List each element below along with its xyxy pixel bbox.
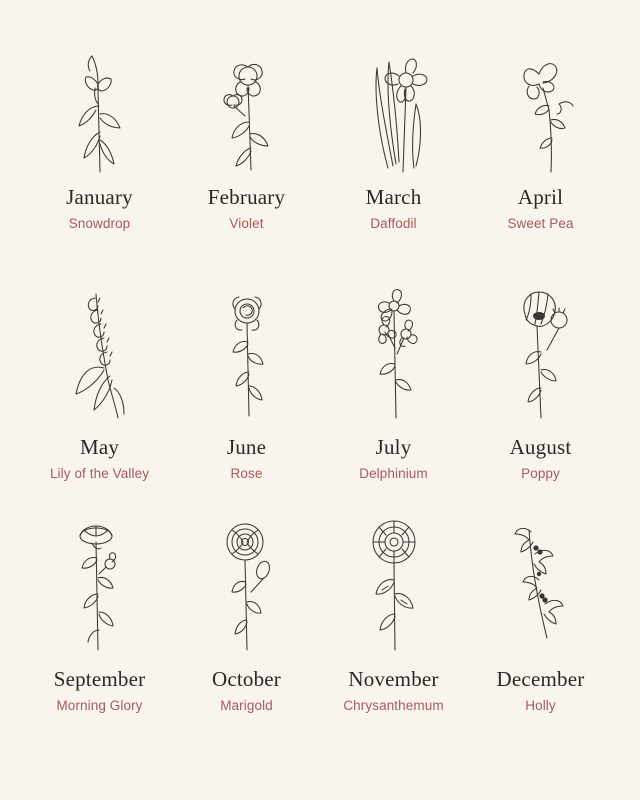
flower-label: Holly (525, 697, 556, 713)
flower-label: Sweet Pea (507, 215, 574, 231)
month-label: December (496, 667, 585, 691)
month-cell-april (467, 44, 614, 276)
holly-sprig-icon (495, 508, 587, 658)
delphinium-flower-icon (348, 276, 440, 426)
marigold-flower-icon (201, 508, 293, 658)
month-label: February (207, 185, 286, 209)
month-cell-september (26, 508, 173, 740)
month-label: May (79, 435, 120, 459)
flower-label: Daffodil (370, 215, 417, 231)
flower-label: Poppy (521, 465, 560, 481)
flower-label: Lily of the Valley (49, 465, 150, 481)
month-label: April (517, 185, 564, 209)
chrysanthemum-flower-icon (348, 508, 440, 658)
month-cell-january (26, 44, 173, 276)
month-cell-october (173, 508, 320, 740)
month-cell-may (26, 276, 173, 508)
poppy-flower-icon (495, 276, 587, 426)
month-label: July (375, 435, 412, 459)
flower-label: Violet (229, 215, 264, 231)
flower-label: Morning Glory (56, 697, 143, 713)
month-cell-august (467, 276, 614, 508)
lily-of-the-valley-flower-icon (54, 276, 146, 426)
month-label: November (348, 667, 439, 691)
flower-label: Rose (230, 465, 263, 481)
flower-label: Marigold (220, 697, 273, 713)
month-grid (26, 44, 614, 740)
flower-label: Delphinium (359, 465, 428, 481)
rose-flower-icon (201, 276, 293, 426)
month-cell-november (320, 508, 467, 740)
snowdrop-flower-icon (54, 44, 146, 176)
month-label: January (66, 185, 133, 209)
violet-flower-icon (201, 44, 293, 176)
month-label: June (226, 435, 267, 459)
month-cell-march (320, 44, 467, 276)
month-label: September (53, 667, 146, 691)
flower-label: Chrysanthemum (343, 697, 444, 713)
month-label: March (365, 185, 422, 209)
month-cell-december (467, 508, 614, 740)
month-label: August (509, 435, 572, 459)
daffodil-flower-icon (348, 44, 440, 176)
morning-glory-flower-icon (54, 508, 146, 658)
month-label: October (211, 667, 282, 691)
flower-label: Snowdrop (68, 215, 131, 231)
month-cell-february (173, 44, 320, 276)
month-cell-june (173, 276, 320, 508)
month-cell-july (320, 276, 467, 508)
sweet-pea-flower-icon (495, 44, 587, 176)
